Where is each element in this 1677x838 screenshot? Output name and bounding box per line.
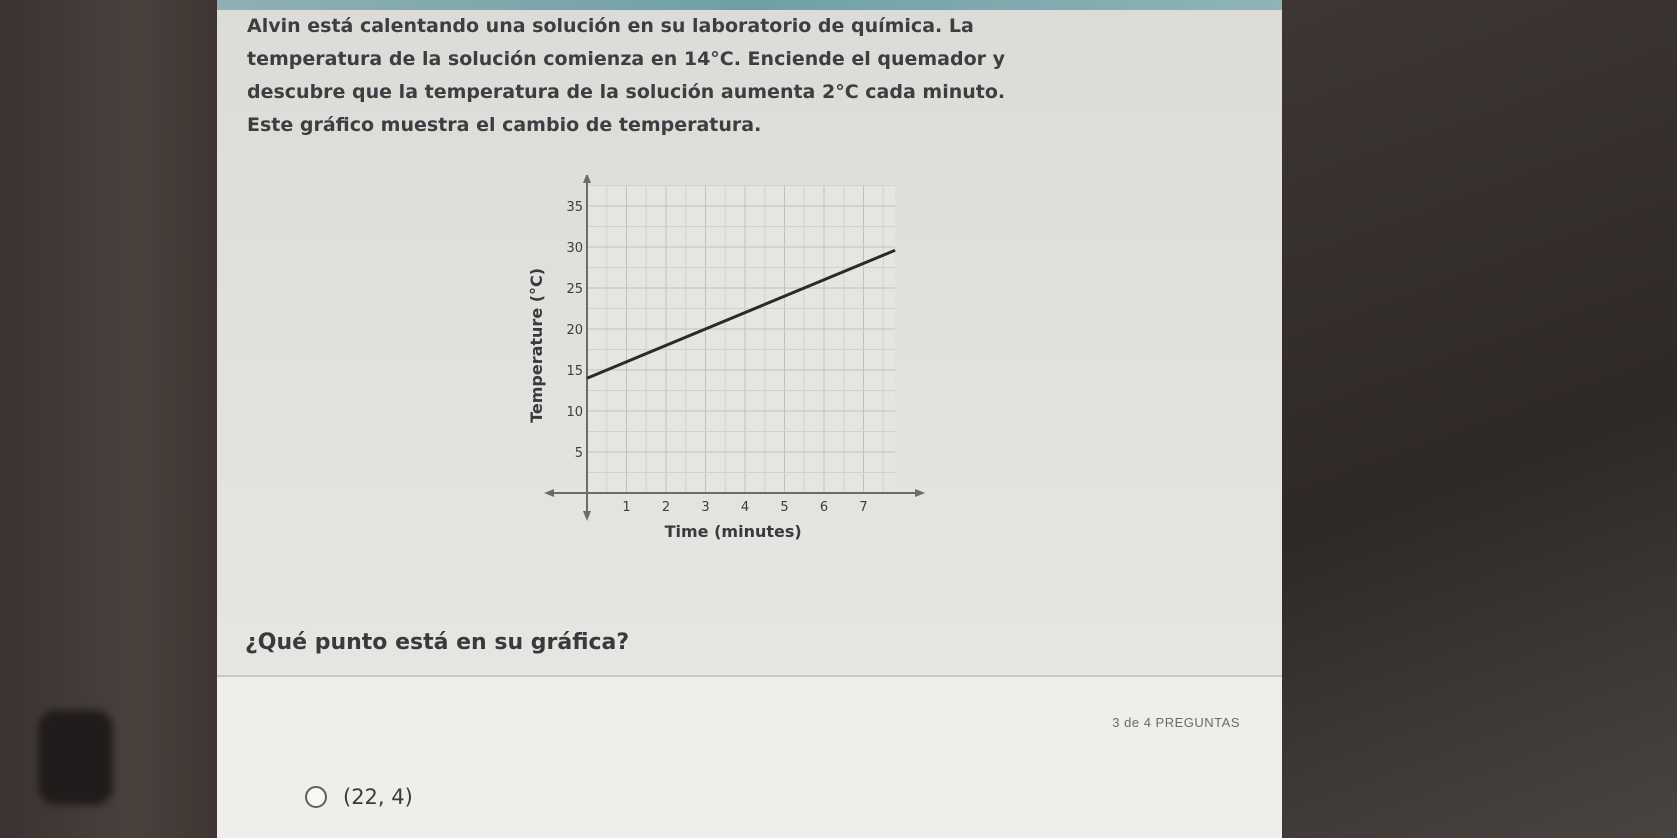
y-tick-label: 5 [574,446,583,461]
question-prompt: ¿Qué punto está en su gráfica? [245,630,630,655]
answer-option-1[interactable] [305,785,413,809]
x-tick-label: 4 [740,500,750,515]
x-tick-label: 5 [780,500,789,515]
chart-svg [517,175,987,595]
question-line-1: Alvin está calentando una solución en su laboratorio de química. La [247,15,974,37]
x-axis-arrow-right [915,489,925,497]
x-tick-label: 7 [859,500,868,515]
question-progress: 3 de 4 PREGUNTAS [1112,715,1240,730]
question-line-2: temperatura de la solución comienza en 14°C. Enciende el quemador y [247,48,1006,70]
x-axis-arrow-left [544,489,554,497]
radio-button[interactable] [305,786,327,808]
y-tick-label: 35 [566,200,583,215]
answers-area [217,677,1282,838]
top-accent-bar [217,0,1282,10]
background-right [1282,0,1677,838]
y-tick-label: 30 [566,241,583,256]
y-axis-label: Temperature (°C) [527,267,546,423]
y-axis-arrow-down [583,511,591,521]
y-tick-label: 15 [566,364,583,379]
plot-area [587,186,895,494]
question-line-3: descubre que la temperatura de la solución aumenta 2°C cada minuto. [247,81,1006,103]
x-axis-label: Time (minutes) [664,522,802,541]
x-tick-label: 6 [819,500,829,515]
x-tick-label: 1 [622,500,631,515]
y-tick-label: 10 [566,405,583,420]
x-tick-label: 3 [701,500,710,515]
question-text [247,10,1247,142]
screen [217,0,1282,838]
answer-option-label: (22, 4) [343,785,413,809]
y-tick-label: 20 [566,323,583,338]
question-line-4: Este gráfico muestra el cambio de temperatura. [247,114,762,136]
background-object [38,710,113,805]
temperature-chart [517,175,987,595]
y-tick-label: 25 [566,282,583,297]
x-tick-label: 2 [661,500,671,515]
y-axis-arrow-up [583,175,591,183]
